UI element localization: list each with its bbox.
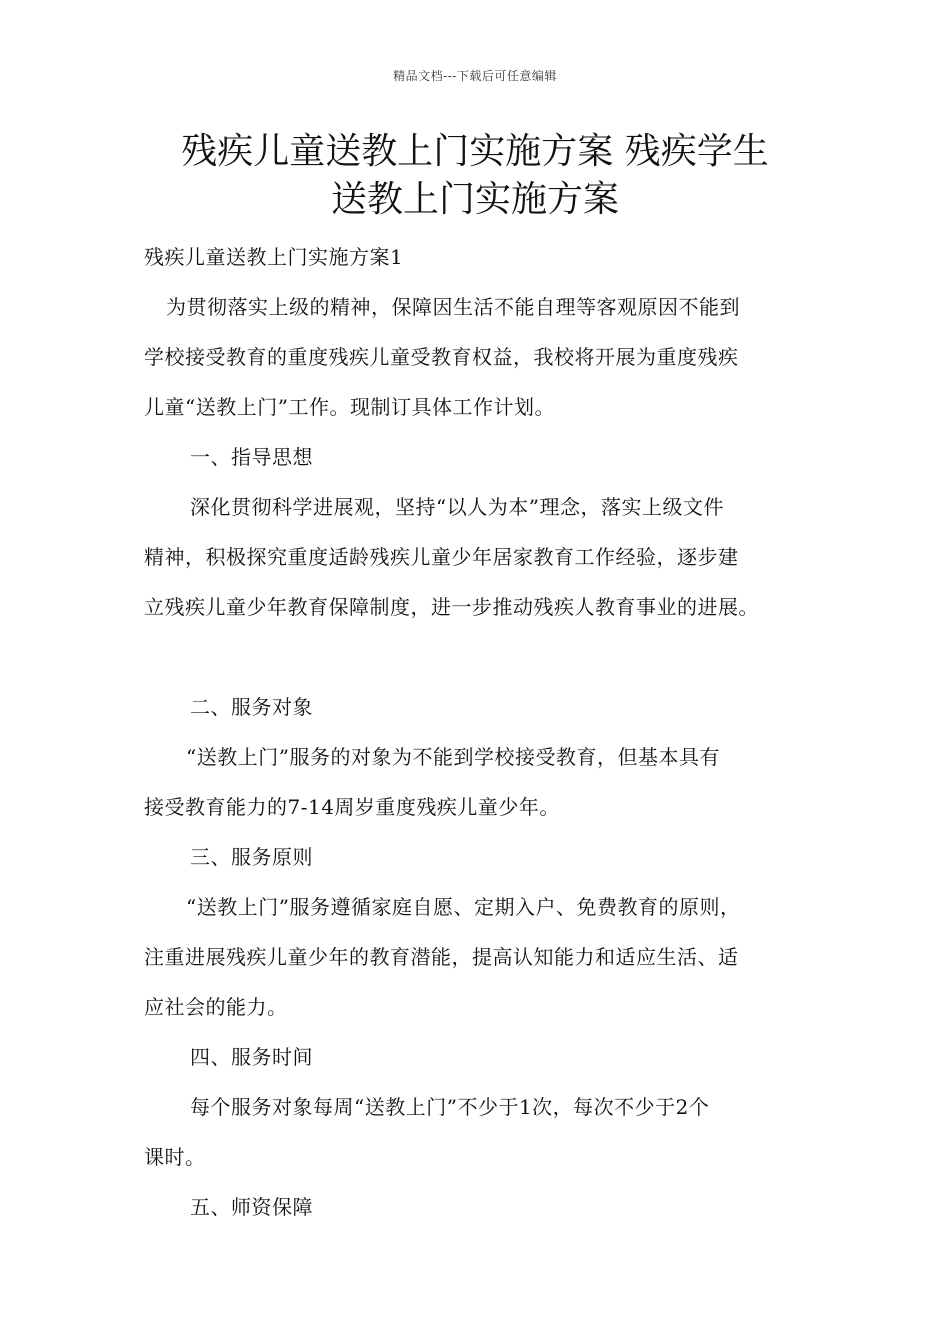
section-heading: 二、服务对象: [190, 695, 313, 719]
paragraph-line: 立残疾儿童少年教育保障制度，进一步推动残疾人教育事业的进展。: [144, 595, 759, 619]
document-title: [110, 128, 840, 224]
paragraph-line: 深化贯彻科学进展观，坚持“以人为本”理念，落实上级文件: [190, 495, 724, 519]
paragraph-line: 接受教育能力的7-14周岁重度残疾儿童少年。: [144, 795, 560, 819]
section-heading: 三、服务原则: [190, 845, 313, 869]
paragraph-line: “送教上门”服务的对象为不能到学校接受教育，但基本具有: [186, 745, 720, 769]
section-heading: 四、服务时间: [190, 1045, 313, 1069]
title-line-1: 残疾儿童送教上门实施方案 残疾学生: [181, 131, 769, 172]
paragraph-line: 应社会的能力。: [144, 995, 288, 1019]
blank-line: [144, 632, 824, 682]
paragraph-line: 注重进展残疾儿童少年的教育潜能，提高认知能力和适应生活、适: [144, 945, 739, 969]
paragraph-line: 课时。: [144, 1145, 206, 1169]
paragraph-line: 为贯彻落实上级的精神，保障因生活不能自理等客观原因不能到: [166, 295, 740, 319]
header-note: 精品文档---下载后可任意编辑: [393, 69, 557, 83]
subtitle: 残疾儿童送教上门实施方案1: [144, 245, 404, 269]
title-line-2: 送教上门实施方案: [330, 179, 619, 220]
section-heading: 五、师资保障: [190, 1195, 313, 1219]
paragraph-line: 儿童“送教上门”工作。现制订具体工作计划。: [144, 395, 555, 419]
paragraph-line: 学校接受教育的重度残疾儿童受教育权益，我校将开展为重度残疾: [144, 345, 739, 369]
document-body: [144, 232, 824, 1232]
paragraph-line: 精神，积极探究重度适龄残疾儿童少年居家教育工作经验，逐步建: [144, 545, 739, 569]
section-heading: 一、指导思想: [190, 445, 313, 469]
paragraph-line: “送教上门”服务遵循家庭自愿、定期入户、免费教育的原则，: [186, 895, 741, 919]
paragraph-line: 每个服务对象每周“送教上门”不少于1次，每次不少于2个: [190, 1095, 710, 1119]
